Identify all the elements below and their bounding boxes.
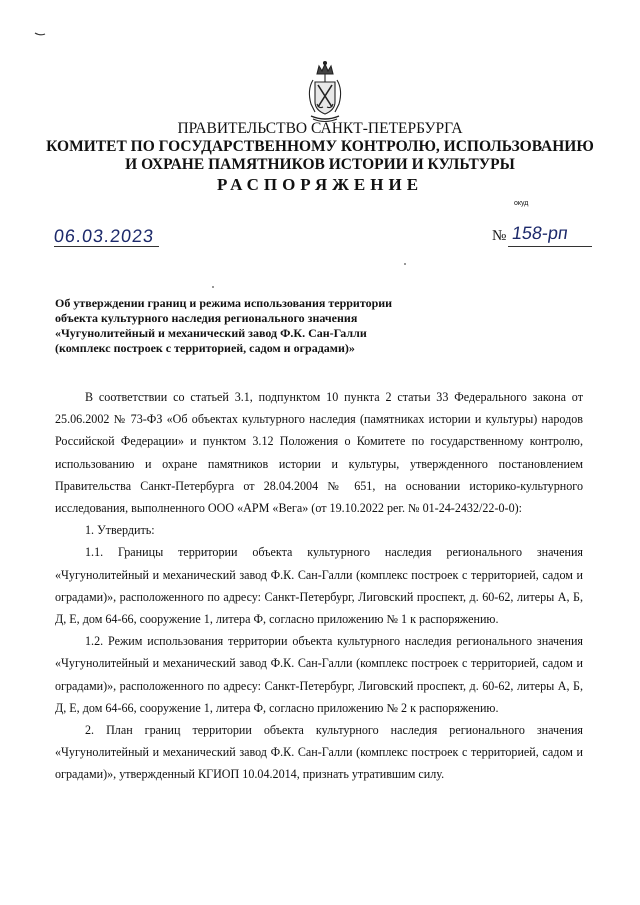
subject-line-1: Об утверждении границ и режима использования территории — [55, 296, 393, 310]
st-petersburg-coat-of-arms-icon — [303, 60, 347, 124]
committee-title-line-1: КОМИТЕТ ПО ГОСУДАРСТВЕННОМУ КОНТРОЛЮ, ИСПОЛЬЗОВАНИЮ — [46, 138, 594, 155]
committee-title-line-2: И ОХРАНЕ ПАМЯТНИКОВ ИСТОРИИ И КУЛЬТУРЫ — [125, 156, 515, 173]
scan-dot — [212, 286, 214, 288]
preamble-paragraph: В соответствии со статьей 3.1, подпунктом 10 пункта 2 статьи 33 Федерального закона от 25.06.2002 № 73-ФЗ «Об объектах культурного наследия (памятниках истории и культуры) народов Российской Федерации» и пунктом 3.12 Положения о Комитете по государственному контролю, использованию и охране памятников истории и культуры, утвержденного постановлением Правительства Санкт-Петербурга от 28.04.2004 № 651, на основании историко-культурного исследования, выполненного ООО «АРМ «Вега» (от 19.10.2022 рег. № 01-24-2432/22-0-0): — [55, 390, 583, 516]
subject-line-4: (комплекс построек с территорией, садом и оградами)» — [55, 341, 355, 355]
number-label: № — [492, 228, 507, 244]
document-body — [55, 386, 583, 786]
scan-mark — [34, 32, 46, 36]
item-2: 2. План границ территории объекта культурного наследия регионального значения «Чугунолитейный и механический завод Ф.К. Сан-Галли (комплекс построек с территорией, садом и оградами)», утвержденный КГИОП 10.04.2014, признать утратившим силу. — [55, 723, 583, 782]
date-underline — [54, 246, 159, 247]
document-type: РАСПОРЯЖЕНИЕ — [216, 175, 424, 194]
document-number: 158-рп — [510, 223, 570, 243]
scan-dot — [404, 263, 406, 265]
subject-line-3: «Чугунолитейный и механический завод Ф.К. Сан-Галли — [55, 326, 367, 340]
document-subject — [55, 296, 475, 356]
document-date: 06.03.2023 — [53, 226, 156, 246]
item-1: 1. Утвердить: — [85, 523, 155, 538]
item-1-1: 1.1. Границы территории объекта культурного наследия регионального значения «Чугунолитейный и механический завод Ф.К. Сан-Галли (комплекс построек с территорией, садом и оградами)», расположенного по адресу: Санкт-Петербург, Лиговский проспект, д. 60-62, литеры А, Б, Д, Е, дом 64-66, сооружение 1, литера Ф, согласно приложению № 1 к распоряжению. — [55, 545, 583, 627]
subject-line-2: объекта культурного наследия регионального значения — [55, 311, 358, 325]
number-underline — [508, 246, 592, 247]
item-1-2: 1.2. Режим использования территории объекта культурного наследия регионального значения «Чугунолитейный и механический завод Ф.К. Сан-Галли (комплекс построек с территорией, садом и оградами)», расположенного по адресу: Санкт-Петербург, Лиговский проспект, д. 60-62, литеры А, Б, Д, Е, дом 64-66, сооружение 1, литера Ф, согласно приложению № 2 к распоряжению. — [55, 634, 583, 715]
okud-label: окуд — [514, 200, 529, 207]
committee-title — [0, 138, 640, 174]
government-title: ПРАВИТЕЛЬСТВО САНКТ-ПЕТЕРБУРГА — [177, 120, 463, 137]
